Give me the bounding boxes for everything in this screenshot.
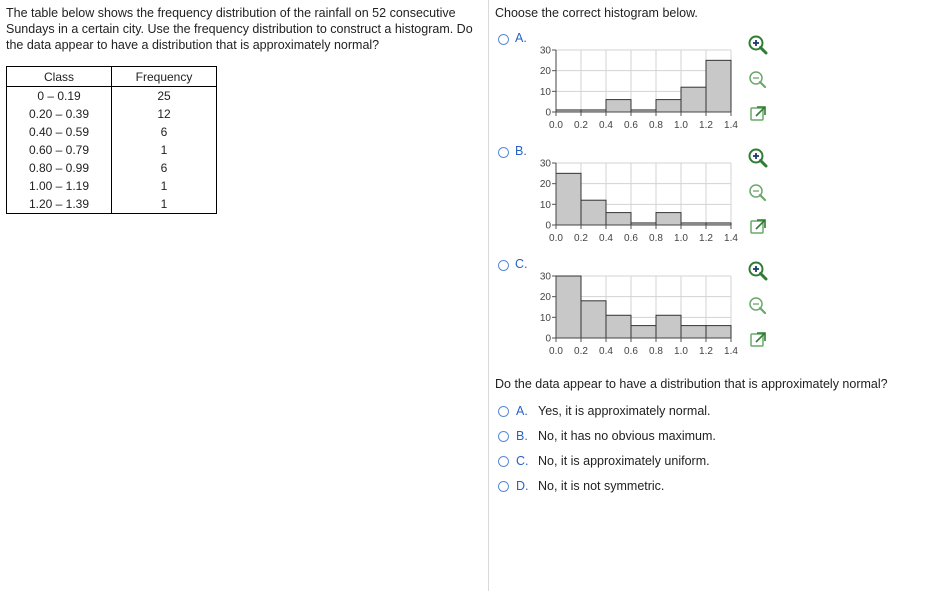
- x-tick-label: 0.6: [624, 120, 638, 131]
- histogram-bar: [656, 100, 681, 112]
- x-tick-label: 0.2: [574, 346, 588, 357]
- zoom-out-icon[interactable]: [747, 295, 769, 317]
- histogram-option-b-radio[interactable]: [498, 147, 509, 158]
- histogram-option-a-radio[interactable]: [498, 34, 509, 45]
- x-tick-label: 1.0: [674, 346, 688, 357]
- class-cell: 0 – 0.19: [7, 87, 112, 106]
- histogram-bar: [581, 301, 606, 338]
- table-row: [7, 159, 217, 177]
- histogram-c: [520, 266, 750, 362]
- frequency-cell: 25: [157, 89, 171, 103]
- popout-icon[interactable]: [747, 103, 769, 125]
- x-tick-label: 1.4: [724, 120, 738, 131]
- class-cell: 0.40 – 0.59: [7, 123, 112, 141]
- histogram-bar: [556, 173, 581, 225]
- table-header-row: [7, 67, 217, 87]
- x-tick-label: 0.0: [549, 346, 563, 357]
- y-tick-label: 10: [539, 199, 551, 211]
- y-tick-label: 20: [539, 66, 551, 78]
- histogram-option-c-letter: C.: [515, 257, 528, 271]
- x-tick-label: 0.2: [574, 233, 588, 244]
- y-tick-label: 20: [539, 179, 551, 191]
- x-tick-label: 0.8: [649, 346, 663, 357]
- frequency-cell: 6: [160, 161, 168, 175]
- histogram-b: [520, 153, 750, 249]
- table-row: [7, 141, 217, 159]
- frequency-cell: 6: [160, 125, 168, 139]
- histogram-bar: [656, 213, 681, 225]
- column-header-frequency: Frequency: [112, 67, 217, 87]
- question-prompt: The table below shows the frequency distribution of the rainfall on 52 consecutive Sundays in a certain city. Use the frequency distribution to construct a histogram. Do the data appear to have a distribution that is approximately normal?: [6, 6, 473, 52]
- table-row: [7, 105, 217, 123]
- answer-option-c-text: No, it is approximately uniform.: [538, 454, 710, 468]
- zoom-out-icon[interactable]: [747, 69, 769, 91]
- class-cell: 0.80 – 0.99: [7, 159, 112, 177]
- histogram-bar: [581, 200, 606, 225]
- histogram-bar: [556, 276, 581, 338]
- y-tick-label: 30: [539, 158, 551, 170]
- table-row: [7, 177, 217, 195]
- zoom-in-icon[interactable]: [747, 147, 769, 169]
- answer-option-b-text: No, it has no obvious maximum.: [538, 429, 716, 443]
- histogram-bar: [656, 315, 681, 338]
- y-tick-label: 0: [545, 220, 551, 232]
- column-divider: [488, 0, 489, 591]
- x-tick-label: 0.8: [649, 120, 663, 131]
- answer-option-c-letter: C.: [516, 454, 529, 468]
- zoom-out-icon[interactable]: [747, 182, 769, 204]
- part2-question: Do the data appear to have a distribution that is approximately normal?: [495, 377, 888, 391]
- table-row: [7, 195, 217, 214]
- popout-icon[interactable]: [747, 329, 769, 351]
- x-tick-label: 0.0: [549, 120, 563, 131]
- table-row: [7, 87, 217, 106]
- x-tick-label: 0.0: [549, 233, 563, 244]
- histogram-option-b-letter: B.: [515, 144, 527, 158]
- answer-option-c-radio[interactable]: [498, 456, 509, 467]
- answer-option-d-text: No, it is not symmetric.: [538, 479, 665, 493]
- frequency-cell: 1: [160, 143, 168, 157]
- x-tick-label: 1.4: [724, 233, 738, 244]
- histogram-bar: [606, 213, 631, 225]
- x-tick-label: 1.2: [699, 233, 713, 244]
- y-tick-label: 30: [539, 45, 551, 57]
- histogram-option-c-radio[interactable]: [498, 260, 509, 271]
- table-row: [7, 123, 217, 141]
- x-tick-label: 1.2: [699, 346, 713, 357]
- histogram-bar: [706, 60, 731, 112]
- column-header-class: Class: [7, 67, 112, 87]
- histogram-option-a-letter: A.: [515, 31, 527, 45]
- frequency-cell: 1: [160, 197, 168, 211]
- y-tick-label: 0: [545, 333, 551, 345]
- part1-instruction: Choose the correct histogram below.: [495, 6, 698, 20]
- answer-option-d-radio[interactable]: [498, 481, 509, 492]
- x-tick-label: 1.0: [674, 233, 688, 244]
- x-tick-label: 0.4: [599, 120, 613, 131]
- x-tick-label: 0.8: [649, 233, 663, 244]
- x-tick-label: 1.0: [674, 120, 688, 131]
- class-cell: 0.60 – 0.79: [7, 141, 112, 159]
- class-cell: 1.00 – 1.19: [7, 177, 112, 195]
- answer-option-b-radio[interactable]: [498, 431, 509, 442]
- answer-option-a-text: Yes, it is approximately normal.: [538, 404, 711, 418]
- histogram-bar: [606, 315, 631, 338]
- y-tick-label: 0: [545, 107, 551, 119]
- y-tick-label: 10: [539, 312, 551, 324]
- x-tick-label: 1.4: [724, 346, 738, 357]
- x-tick-label: 0.2: [574, 120, 588, 131]
- x-tick-label: 0.4: [599, 346, 613, 357]
- x-tick-label: 0.6: [624, 346, 638, 357]
- zoom-in-icon[interactable]: [747, 260, 769, 282]
- histogram-bar: [631, 326, 656, 338]
- histogram-bar: [706, 326, 731, 338]
- answer-option-b-letter: B.: [516, 429, 528, 443]
- zoom-in-icon[interactable]: [747, 34, 769, 56]
- answer-option-a-letter: A.: [516, 404, 528, 418]
- popout-icon[interactable]: [747, 216, 769, 238]
- x-tick-label: 0.6: [624, 233, 638, 244]
- class-cell: 0.20 – 0.39: [7, 105, 112, 123]
- histogram-bar: [681, 326, 706, 338]
- y-tick-label: 10: [539, 86, 551, 98]
- histogram-bar: [606, 100, 631, 112]
- frequency-cell: 12: [157, 107, 171, 121]
- frequency-table: [6, 66, 217, 214]
- x-tick-label: 0.4: [599, 233, 613, 244]
- class-cell: 1.20 – 1.39: [7, 195, 112, 214]
- y-tick-label: 30: [539, 271, 551, 283]
- x-tick-label: 1.2: [699, 120, 713, 131]
- y-tick-label: 20: [539, 292, 551, 304]
- answer-option-d-letter: D.: [516, 479, 529, 493]
- answer-option-a-radio[interactable]: [498, 406, 509, 417]
- histogram-a: [520, 40, 750, 136]
- frequency-cell: 1: [160, 179, 168, 193]
- histogram-bar: [681, 87, 706, 112]
